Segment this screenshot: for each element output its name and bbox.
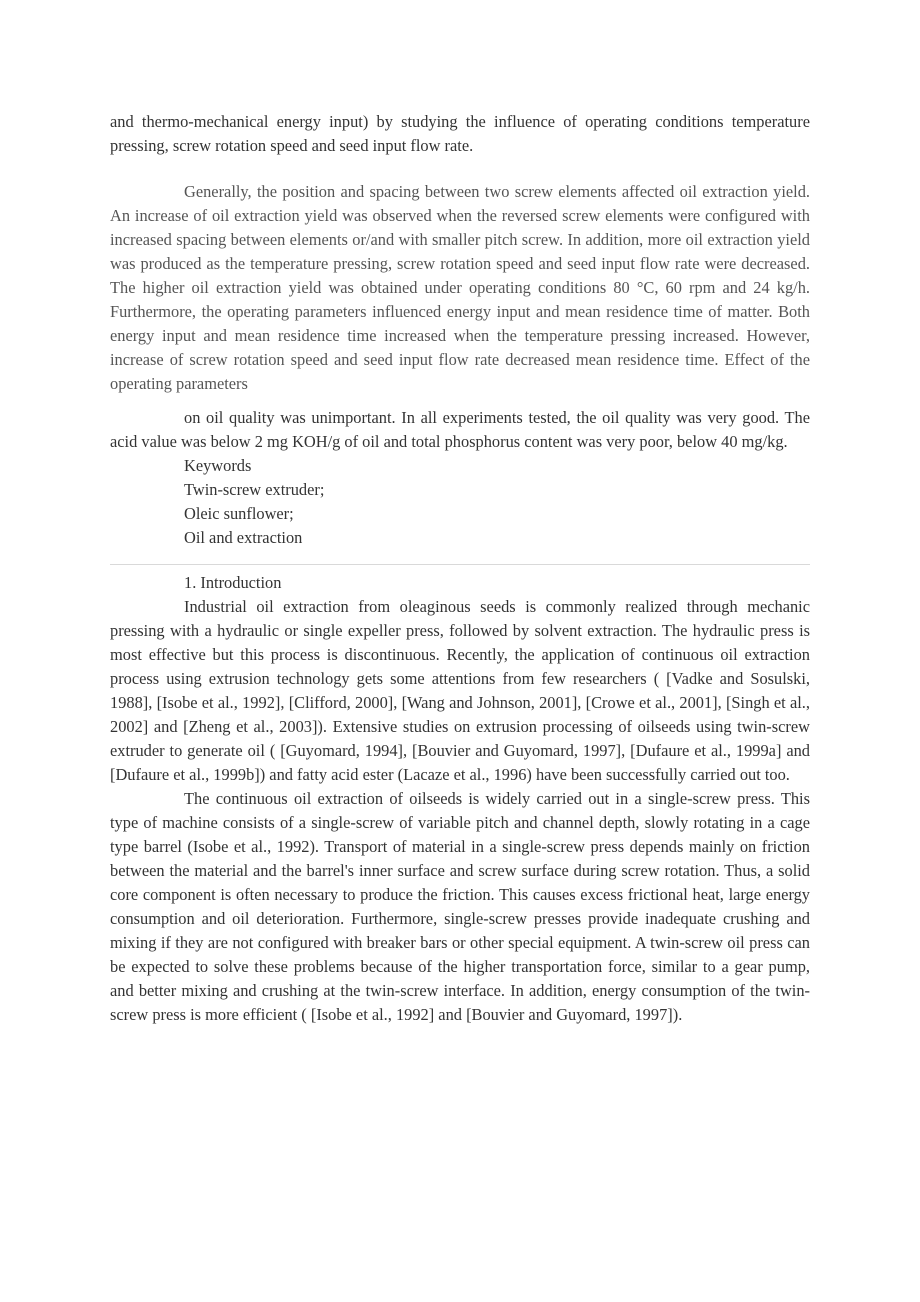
document-page [110, 110, 810, 1027]
keyword-item: Twin-screw extruder; [184, 480, 325, 499]
keyword-item: Oleic sunflower; [184, 504, 294, 523]
paragraph-intro-2: The continuous oil extraction of oilseeds is widely carried out in a single-screw press. This type of machine consists of a single-screw of variable pitch and channel depth, slowly rotating in a cage type barrel (Isobe et al., 1992). Transport of material in a single-screw press depends mainly on friction between the material and the barrel's inner surface and screw surface during screw rotation. Thus, a solid core component is often necessary to produce the friction. This causes excess frictional heat, large energy consumption and oil deterioration. Furthermore, single-screw presses provide inadequate crushing and mixing if they are not configured with breaker bars or other special equipment. A twin-screw oil press can be expected to solve these problems because of the higher transportation force, similar to a gear pump, and better mixing and crushing at the twin-screw interface. In addition, energy consumption of the twin-screw press is more efficient ( [Isobe et al., 1992] and [Bouvier and Guyomard, 1997]). [110, 789, 810, 1024]
paragraph-abstract-end: and thermo-mechanical energy input) by studying the influence of operating conditions temperature pressing, screw rotation speed and seed input flow rate. [110, 112, 810, 155]
keyword-item: Oil and extraction [184, 528, 303, 547]
spacer [110, 396, 810, 406]
paragraph-oil-quality: on oil quality was unimportant. In all experiments tested, the oil quality was very good. The acid value was below 2 mg KOH/g of oil and total phosphorus content was very poor, below 40 mg/kg. [110, 408, 810, 451]
keywords-label: Keywords [184, 456, 252, 475]
section-divider [110, 564, 810, 565]
section-title: 1. Introduction [184, 573, 282, 592]
paragraph-intro-1: Industrial oil extraction from oleaginous seeds is commonly realized through mechanic pressing with a hydraulic or single expeller press, followed by solvent extraction. The hydraulic press is most effective but this process is discontinuous. Recently, the application of continuous oil extraction process using extrusion technology gets some attentions from few researchers ( [Vadke and Sosulski, 1988], [Isobe et al., 1992], [Clifford, 2000], [Wang and Johnson, 2001], [Crowe et al., 2001], [Singh et al., 2002] and [Zheng et al., 2003]). Extensive studies on extrusion processing of oilseeds using twin-screw extruder to generate oil ( [Guyomard, 1994], [Bouvier and Guyomard, 1997], [Dufaure et al., 1999a] and [Dufaure et al., 1999b]) and fatty acid ester (Lacaze et al., 1996) have been successfully carried out too. [110, 597, 810, 784]
spacer [110, 158, 810, 180]
paragraph-abstract-results: Generally, the position and spacing between two screw elements affected oil extraction yield. An increase of oil extraction yield was observed when the reversed screw elements were configured with increased spacing between elements or/and with smaller pitch screw. In addition, more oil extraction yield was produced as the temperature pressing, screw rotation speed and seed input flow rate were decreased. The higher oil extraction yield was obtained under operating conditions 80 °C, 60 rpm and 24 kg/h. Furthermore, the operating parameters influenced energy input and mean residence time of matter. Both energy input and mean residence time increased when the temperature pressing increased. However, increase of screw rotation speed and seed input flow rate decreased mean residence time. Effect of the operating parameters [110, 182, 810, 393]
